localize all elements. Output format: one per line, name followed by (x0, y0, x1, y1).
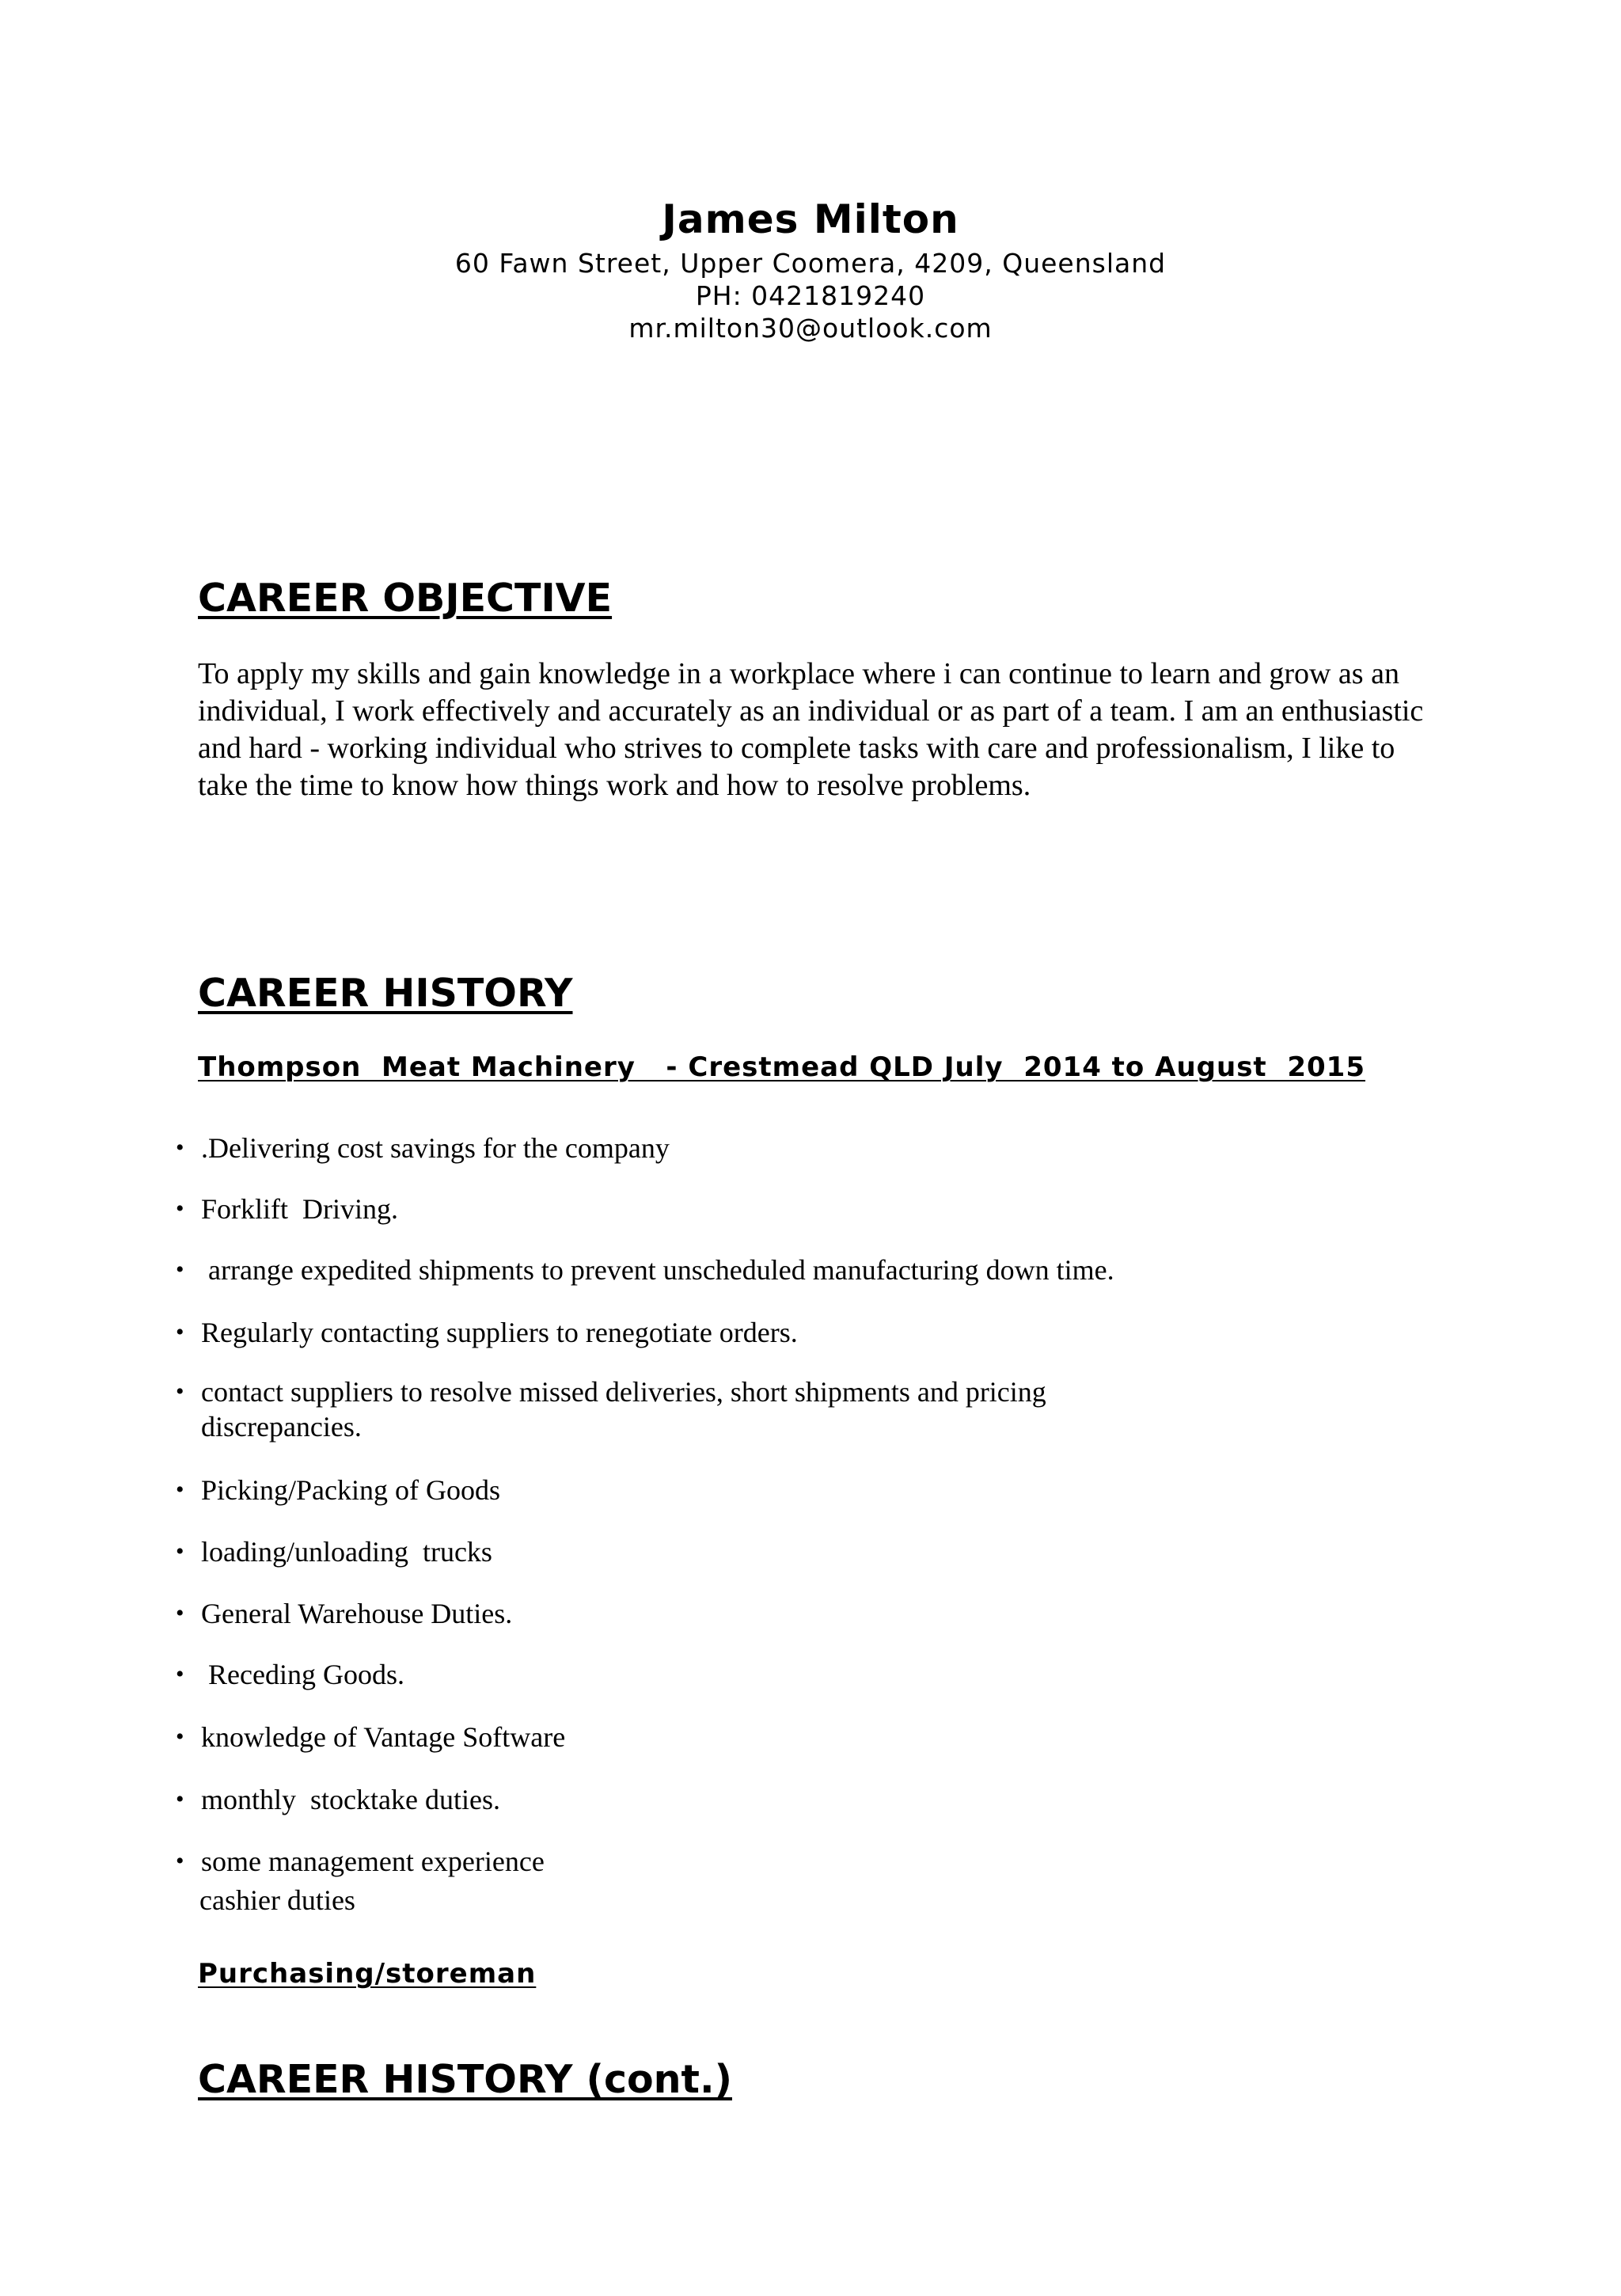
career-objective-text: To apply my skills and gain knowledge in a workplace where i can continue to learn and grow as an individual, I work effectively and accurately as an individual or as part of a team. I am an enthusiastic and hard - working individual who strives to complete tasks with care and professionalism, I like to take the time to know how things work and how to resolve problems. (198, 657, 1424, 802)
bullet-icon: • (176, 1600, 184, 1626)
bullet-icon: • (176, 1538, 184, 1564)
list-item (176, 1253, 1363, 1287)
list-item (176, 1596, 1363, 1631)
list-item (176, 1473, 1363, 1507)
bullet-icon: • (176, 1256, 184, 1283)
email-address: mr.milton30@outlook.com (628, 313, 993, 344)
bullet-icon: • (176, 1848, 184, 1874)
duty-text: General Warehouse Duties. (201, 1598, 513, 1629)
list-item (176, 1720, 1363, 1754)
job-title: Thompson Meat Machinery - Crestmead QLD July 2014 to August 2015 (198, 1051, 1365, 1083)
bullet-icon: • (176, 1135, 184, 1161)
bullet-icon: • (176, 1319, 184, 1345)
career-objective-heading: CAREER OBJECTIVE (198, 576, 613, 621)
list-item (176, 1374, 1363, 1444)
bullet-icon: • (176, 1378, 184, 1405)
list-item (176, 1844, 1363, 1879)
bullet-icon: • (176, 1661, 184, 1687)
bullet-icon: • (176, 1724, 184, 1750)
duty-text: some management experience (201, 1846, 545, 1877)
phone-number: PH: 0421819240 (695, 280, 926, 311)
duty-text: monthly stocktake duties. (201, 1784, 500, 1815)
applicant-name: James Milton (662, 196, 959, 242)
resume-header (0, 192, 1621, 344)
address: 60 Fawn Street, Upper Coomera, 4209, Queensland (454, 248, 1167, 279)
list-item (176, 1131, 1363, 1165)
bullet-icon: • (176, 1196, 184, 1222)
cutoff-text: cashier duties (199, 1884, 355, 1916)
duty-text: .Delivering cost savings for the company (201, 1132, 670, 1164)
job-role: Purchasing/storeman (198, 1958, 537, 1990)
duty-text: Forklift Driving. (201, 1193, 398, 1225)
cutoff-text-fragment (199, 1884, 437, 1918)
duty-text: arrange expedited shipments to prevent unscheduled manufacturing down time. (201, 1254, 1114, 1286)
duty-text: Picking/Packing of Goods (201, 1474, 500, 1506)
bullet-icon: • (176, 1477, 184, 1503)
list-item (176, 1657, 1363, 1692)
bullet-icon: • (176, 1786, 184, 1812)
list-item (176, 1315, 1363, 1350)
career-history-cont-heading: CAREER HISTORY (cont.) (198, 2057, 732, 2102)
duty-text: Regularly contacting suppliers to renegotiate orders. (201, 1317, 798, 1348)
duty-text: Receding Goods. (201, 1659, 404, 1690)
duty-text: knowledge of Vantage Software (201, 1721, 566, 1753)
career-history-heading: CAREER HISTORY (198, 971, 573, 1016)
list-item (176, 1534, 1363, 1569)
list-item (176, 1782, 1363, 1817)
list-item (176, 1192, 1363, 1226)
duty-text: contact suppliers to resolve missed deliveries, short shipments and pricing discrepancies. (201, 1376, 1046, 1443)
duty-text: loading/unloading trucks (201, 1536, 492, 1568)
